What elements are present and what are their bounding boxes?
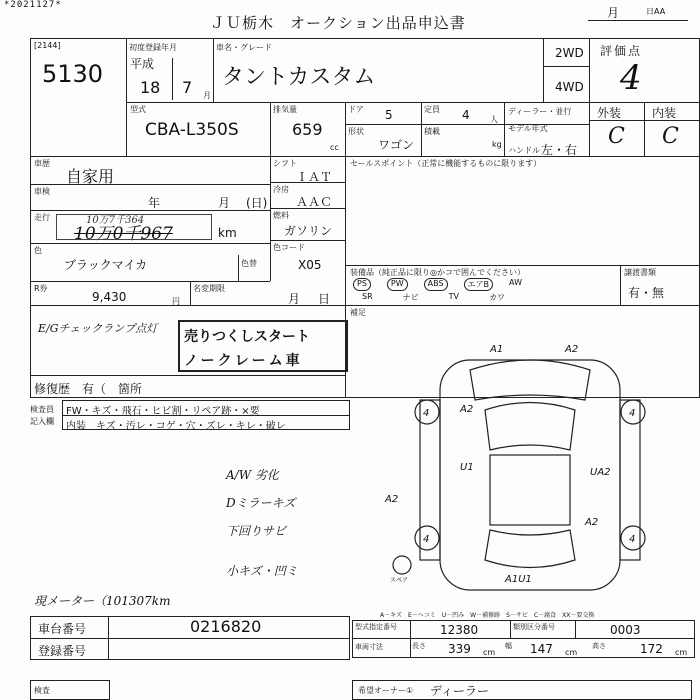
chassis-value: 0216820 — [190, 617, 262, 636]
category-value: 0003 — [610, 623, 641, 637]
damage-mark-rear-center: A1U1 — [505, 574, 532, 585]
inspector-area-label: 検査員 記入欄 — [30, 405, 54, 426]
equipment-label: 装備品（純正品に限り◎かコで囲んでください） — [350, 268, 525, 277]
damage-mark-front-2: A2 — [565, 344, 579, 355]
stamp-line-1: 売りつくしスタート — [184, 329, 310, 345]
fuel-label: 燃料 — [273, 211, 289, 220]
drive-2wd: 2WD — [555, 46, 584, 60]
score-label: 評価点 — [600, 44, 643, 58]
name-change-month: 月 — [288, 292, 301, 306]
width-value: 147 — [530, 642, 553, 656]
damage-mark-front-1: A1 — [490, 344, 504, 355]
displacement-label: 排気量 — [273, 105, 297, 114]
equipment-ps: PS — [353, 278, 371, 291]
inspection-day-label: (日) — [246, 196, 268, 210]
form-code: [2144] — [34, 41, 61, 50]
damage-legend: A－キズ E－ヘコミ U－凹み W－補修跡 S－サビ C－腐食 XX－要交換 — [380, 612, 595, 619]
equipment-leather: カワ — [489, 293, 505, 302]
fuel-value: ガソリン — [284, 224, 333, 238]
registration-month-unit: 月 — [203, 91, 211, 100]
color-code-value: X05 — [298, 258, 322, 272]
current-meter: 現メーター（101307km — [34, 594, 171, 608]
equipment-navi: ナビ — [402, 293, 419, 302]
yen-unit: 円 — [172, 297, 180, 306]
km-unit: km — [218, 226, 237, 240]
interior-check-line: 内装 キズ・汚レ・コゲ・穴・ズレ・キレ・破レ — [66, 421, 286, 432]
handle-value: 左・右 — [541, 143, 578, 157]
svg-text:4: 4 — [629, 408, 636, 419]
inspection-year-label: 年 — [148, 196, 161, 210]
height-value: 172 — [640, 642, 663, 656]
svg-text:4: 4 — [423, 534, 430, 545]
door-value: 5 — [385, 108, 393, 122]
color-change-label: 色替 — [241, 259, 257, 268]
name-change-label: 名変期限 — [193, 284, 225, 293]
mileage-label: 走行 — [34, 213, 50, 222]
equipment-aw: AW — [509, 278, 522, 287]
repair-history-value: 有（ 箇所 — [82, 382, 143, 396]
chassis-label: 車台番号 — [38, 622, 87, 636]
dimensions-label: 車両寸法 — [355, 643, 383, 651]
equipment-abs: ABS — [424, 278, 448, 291]
color-value: ブラックマイカ — [64, 258, 148, 272]
height-label: 高さ — [592, 642, 606, 650]
interior-value: C — [662, 124, 679, 149]
width-unit: cm — [565, 648, 578, 657]
rear-window-shape — [485, 530, 575, 568]
registration-year: 18 — [140, 78, 161, 97]
model-year-label: モデル年式 — [508, 124, 548, 133]
inspector-label: 検査 — [34, 686, 50, 695]
exterior-check-line: FW・キズ・飛石・ヒビ割・リペア跡・×要 — [66, 406, 260, 417]
exterior-value: C — [608, 124, 625, 149]
vehicle-name-label: 車名・グレード — [216, 43, 272, 52]
day-label: 日AA — [646, 7, 666, 16]
shift-value: ＩＡＴ — [296, 170, 333, 184]
note-mirror: Dミラーキズ — [226, 496, 296, 510]
cc-unit: cc — [330, 143, 339, 152]
recycle-value: 9,430 — [92, 290, 127, 304]
owner-value: ディーラー — [430, 684, 490, 698]
equipment-row-1 — [353, 278, 623, 291]
vehicle-name: タントカスタム — [222, 65, 376, 90]
height-unit: cm — [675, 648, 688, 657]
body-label: 形状 — [348, 127, 364, 136]
category-label: 類別区分番号 — [513, 623, 555, 631]
load-label: 積載 — [424, 127, 440, 136]
lot-number: 5130 — [42, 60, 104, 88]
dealer-import-label: ディーラー・並行 — [508, 107, 572, 116]
registration-number-label: 登録番号 — [38, 644, 87, 658]
note-dents: 小キズ・凹ミ — [226, 564, 298, 578]
drive-4wd: 4WD — [555, 80, 584, 94]
color-label: 色 — [34, 246, 42, 255]
capacity-label: 定員 — [424, 105, 440, 114]
length-value: 339 — [448, 642, 471, 656]
body-value: ワゴン — [378, 138, 415, 152]
damage-mark-right-door: UA2 — [590, 467, 611, 478]
inspection-month-label: 月 — [218, 196, 231, 210]
ac-value: ＡＡＣ — [296, 195, 333, 209]
equipment-tv: TV — [448, 292, 459, 301]
owner-label: 希望オーナー① — [358, 686, 414, 695]
notes-label: 補足 — [350, 308, 366, 317]
type-label: 型式 — [130, 105, 146, 114]
length-unit: cm — [483, 648, 496, 657]
load-unit: kg — [492, 140, 502, 149]
usage-value: 自家用 — [66, 167, 115, 186]
note-aw: A/W 劣化 — [226, 468, 279, 482]
capacity-unit: 人 — [490, 115, 498, 124]
sales-point-label: セールスポイント（正常に機能するものに限ります） — [350, 159, 542, 168]
svg-text:4: 4 — [423, 408, 430, 419]
windshield-shape — [485, 403, 575, 451]
equipment-row-2 — [362, 292, 602, 303]
displacement-value: 659 — [292, 120, 323, 139]
type-value: CBA-L350S — [145, 120, 239, 140]
registration-month: 7 — [182, 78, 193, 97]
equipment-airbag: エアB — [464, 278, 494, 291]
length-label: 長さ — [412, 642, 426, 650]
transfer-docs-value: 有・無 — [628, 286, 665, 300]
svg-text:4: 4 — [629, 534, 636, 545]
spare-tire — [393, 556, 411, 574]
shift-label: シフト — [273, 159, 297, 168]
mileage-strike: 10万7千364 — [86, 215, 145, 226]
ac-label: 冷房 — [273, 185, 289, 194]
color-code-label: 色コード — [273, 243, 305, 252]
usage-label: 車歴 — [34, 159, 50, 168]
capacity-value: 4 — [462, 108, 470, 122]
front-bumper-shape — [470, 360, 590, 400]
score-value: 4 — [620, 58, 642, 98]
damage-mark-left-rear: A2 — [385, 494, 399, 505]
equipment-pw: PW — [387, 278, 408, 291]
equipment-sr: SR — [362, 292, 373, 301]
registration-label: 初度登録年月 — [129, 43, 177, 52]
width-label: 幅 — [505, 642, 512, 650]
damage-diagram — [380, 340, 680, 610]
engine-lamp-note: E/Gチェックランプ点灯 — [38, 322, 158, 335]
damage-mark-right-rear: A2 — [585, 517, 599, 528]
barcode-text: *2021127* — [4, 0, 62, 10]
door-label: ドア — [348, 105, 364, 114]
note-underbody: 下回りサビ — [226, 524, 287, 538]
recycle-label: R券 — [34, 284, 48, 293]
month-label: 月 — [607, 6, 620, 20]
roof-shape — [490, 455, 570, 525]
interior-label: 内装 — [652, 106, 677, 120]
form-title: ＪＵ栃木 オークション出品申込書 — [210, 14, 466, 32]
registration-era: 平成 — [130, 57, 155, 71]
spare-label: スペア — [390, 577, 409, 584]
handle-label: ハンドル — [508, 146, 540, 155]
transfer-docs-label: 譲渡書類 — [624, 268, 656, 277]
stamp-line-2: ノークレーム車 — [184, 353, 303, 369]
inspection-date-label: 車検 — [34, 187, 50, 196]
mileage-box — [56, 214, 212, 240]
damage-mark-left-front: A2 — [460, 404, 474, 415]
mileage-value: 10万0千967 — [74, 224, 173, 244]
model-cert-value: 12380 — [440, 623, 479, 637]
damage-mark-left-door: U1 — [460, 462, 474, 473]
repair-history-label: 修復歴 — [34, 382, 71, 396]
model-cert-label: 型式指定番号 — [355, 623, 397, 631]
exterior-label: 外装 — [597, 106, 622, 120]
name-change-day: 日 — [318, 292, 331, 306]
